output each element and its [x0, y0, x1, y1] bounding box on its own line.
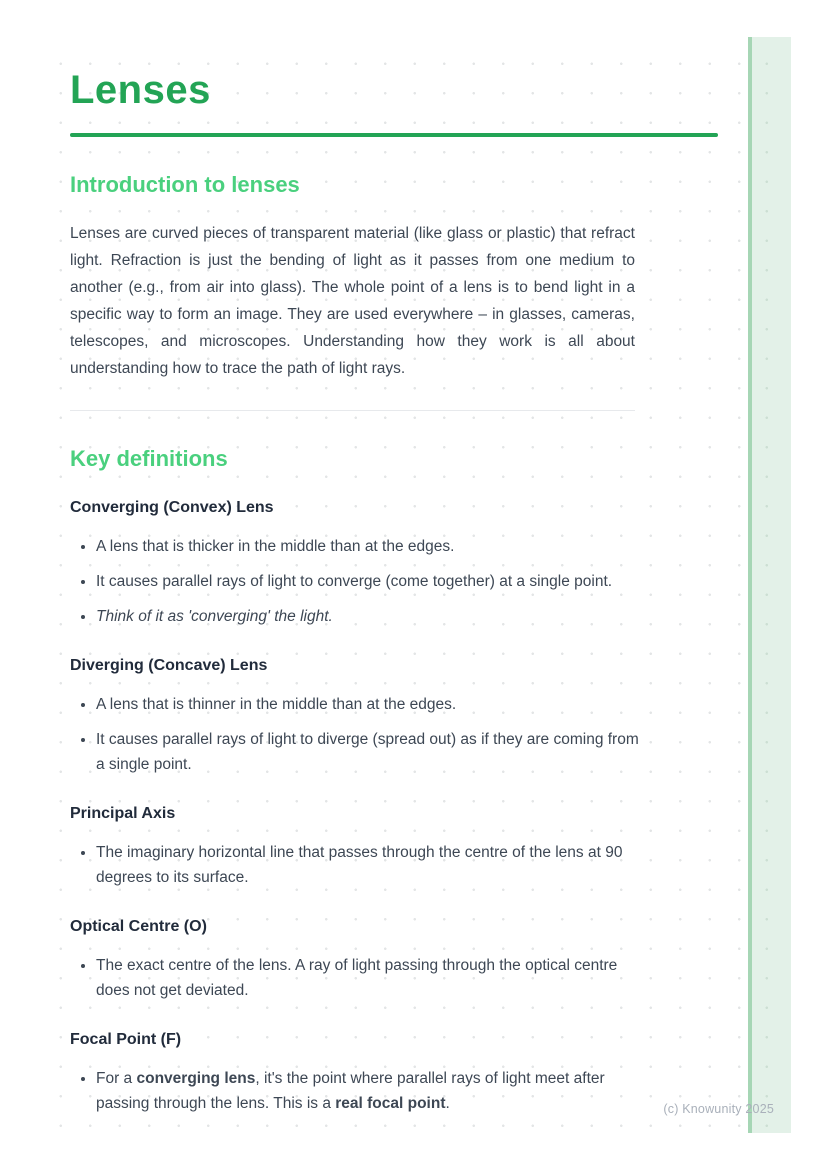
definition-group-optical-centre — [70, 917, 718, 1003]
binding-stripe — [748, 37, 791, 1133]
term-heading: Principal Axis — [70, 805, 176, 822]
bullet-item: • The imaginary horizontal line that passes through the centre of the lens at 90 degrees to its surface. — [96, 840, 648, 890]
bullet-item: • It causes parallel rays of light to converge (come together) at a single point. — [96, 569, 648, 594]
intro-paragraph: Lenses are curved pieces of transparent material (like glass or plastic) that refract light. Refraction is just the bending of light as it passes from one medium to another (e.g., from air into glass). The whole point of a lens is to bend light in a specific way to form an image. They are used everywhere – in glasses, cameras, telescopes, and microscopes. Understanding how they work is all about understanding how to trace the path of light rays. — [70, 225, 635, 377]
definition-group-principal-axis — [70, 804, 718, 890]
term-heading: Converging (Convex) Lens — [70, 499, 274, 516]
bullet-list — [70, 692, 648, 777]
definition-group-converging — [70, 498, 718, 629]
section-heading-introduction: Introduction to lenses — [70, 172, 300, 197]
bullet-item: • A lens that is thicker in the middle than at the edges. — [96, 534, 648, 559]
bullet-list — [70, 534, 648, 629]
bullet-item: • A lens that is thinner in the middle than at the edges. — [96, 692, 648, 717]
bullet-item: • Think of it as 'converging' the light. — [96, 604, 648, 629]
title-underline-rule — [70, 133, 718, 137]
section-divider — [70, 410, 635, 411]
term-heading: Diverging (Concave) Lens — [70, 657, 268, 674]
definition-group-diverging — [70, 656, 718, 777]
bullet-item: • It causes parallel rays of light to diverge (spread out) as if they are coming from a single point. — [96, 727, 648, 777]
document-content — [40, 37, 718, 1116]
term-heading: Focal Point (F) — [70, 1031, 182, 1048]
term-heading: Optical Centre (O) — [70, 918, 207, 935]
bullet-list — [70, 1066, 648, 1116]
copyright-note: (c) Knowunity 2025 — [663, 1102, 774, 1116]
bullet-item: • The exact centre of the lens. A ray of light passing through the optical centre does not get deviated. — [96, 953, 648, 1003]
page-title: Lenses — [70, 68, 211, 112]
bullet-list — [70, 840, 648, 890]
bullet-item: • For a converging lens, it's the point where parallel rays of light meet after passing through the lens. This is a real focal point. — [96, 1066, 648, 1116]
bullet-list — [70, 953, 648, 1003]
section-heading-key-definitions: Key definitions — [70, 446, 228, 471]
document-page — [40, 37, 791, 1133]
definition-group-focal-point — [70, 1030, 718, 1116]
